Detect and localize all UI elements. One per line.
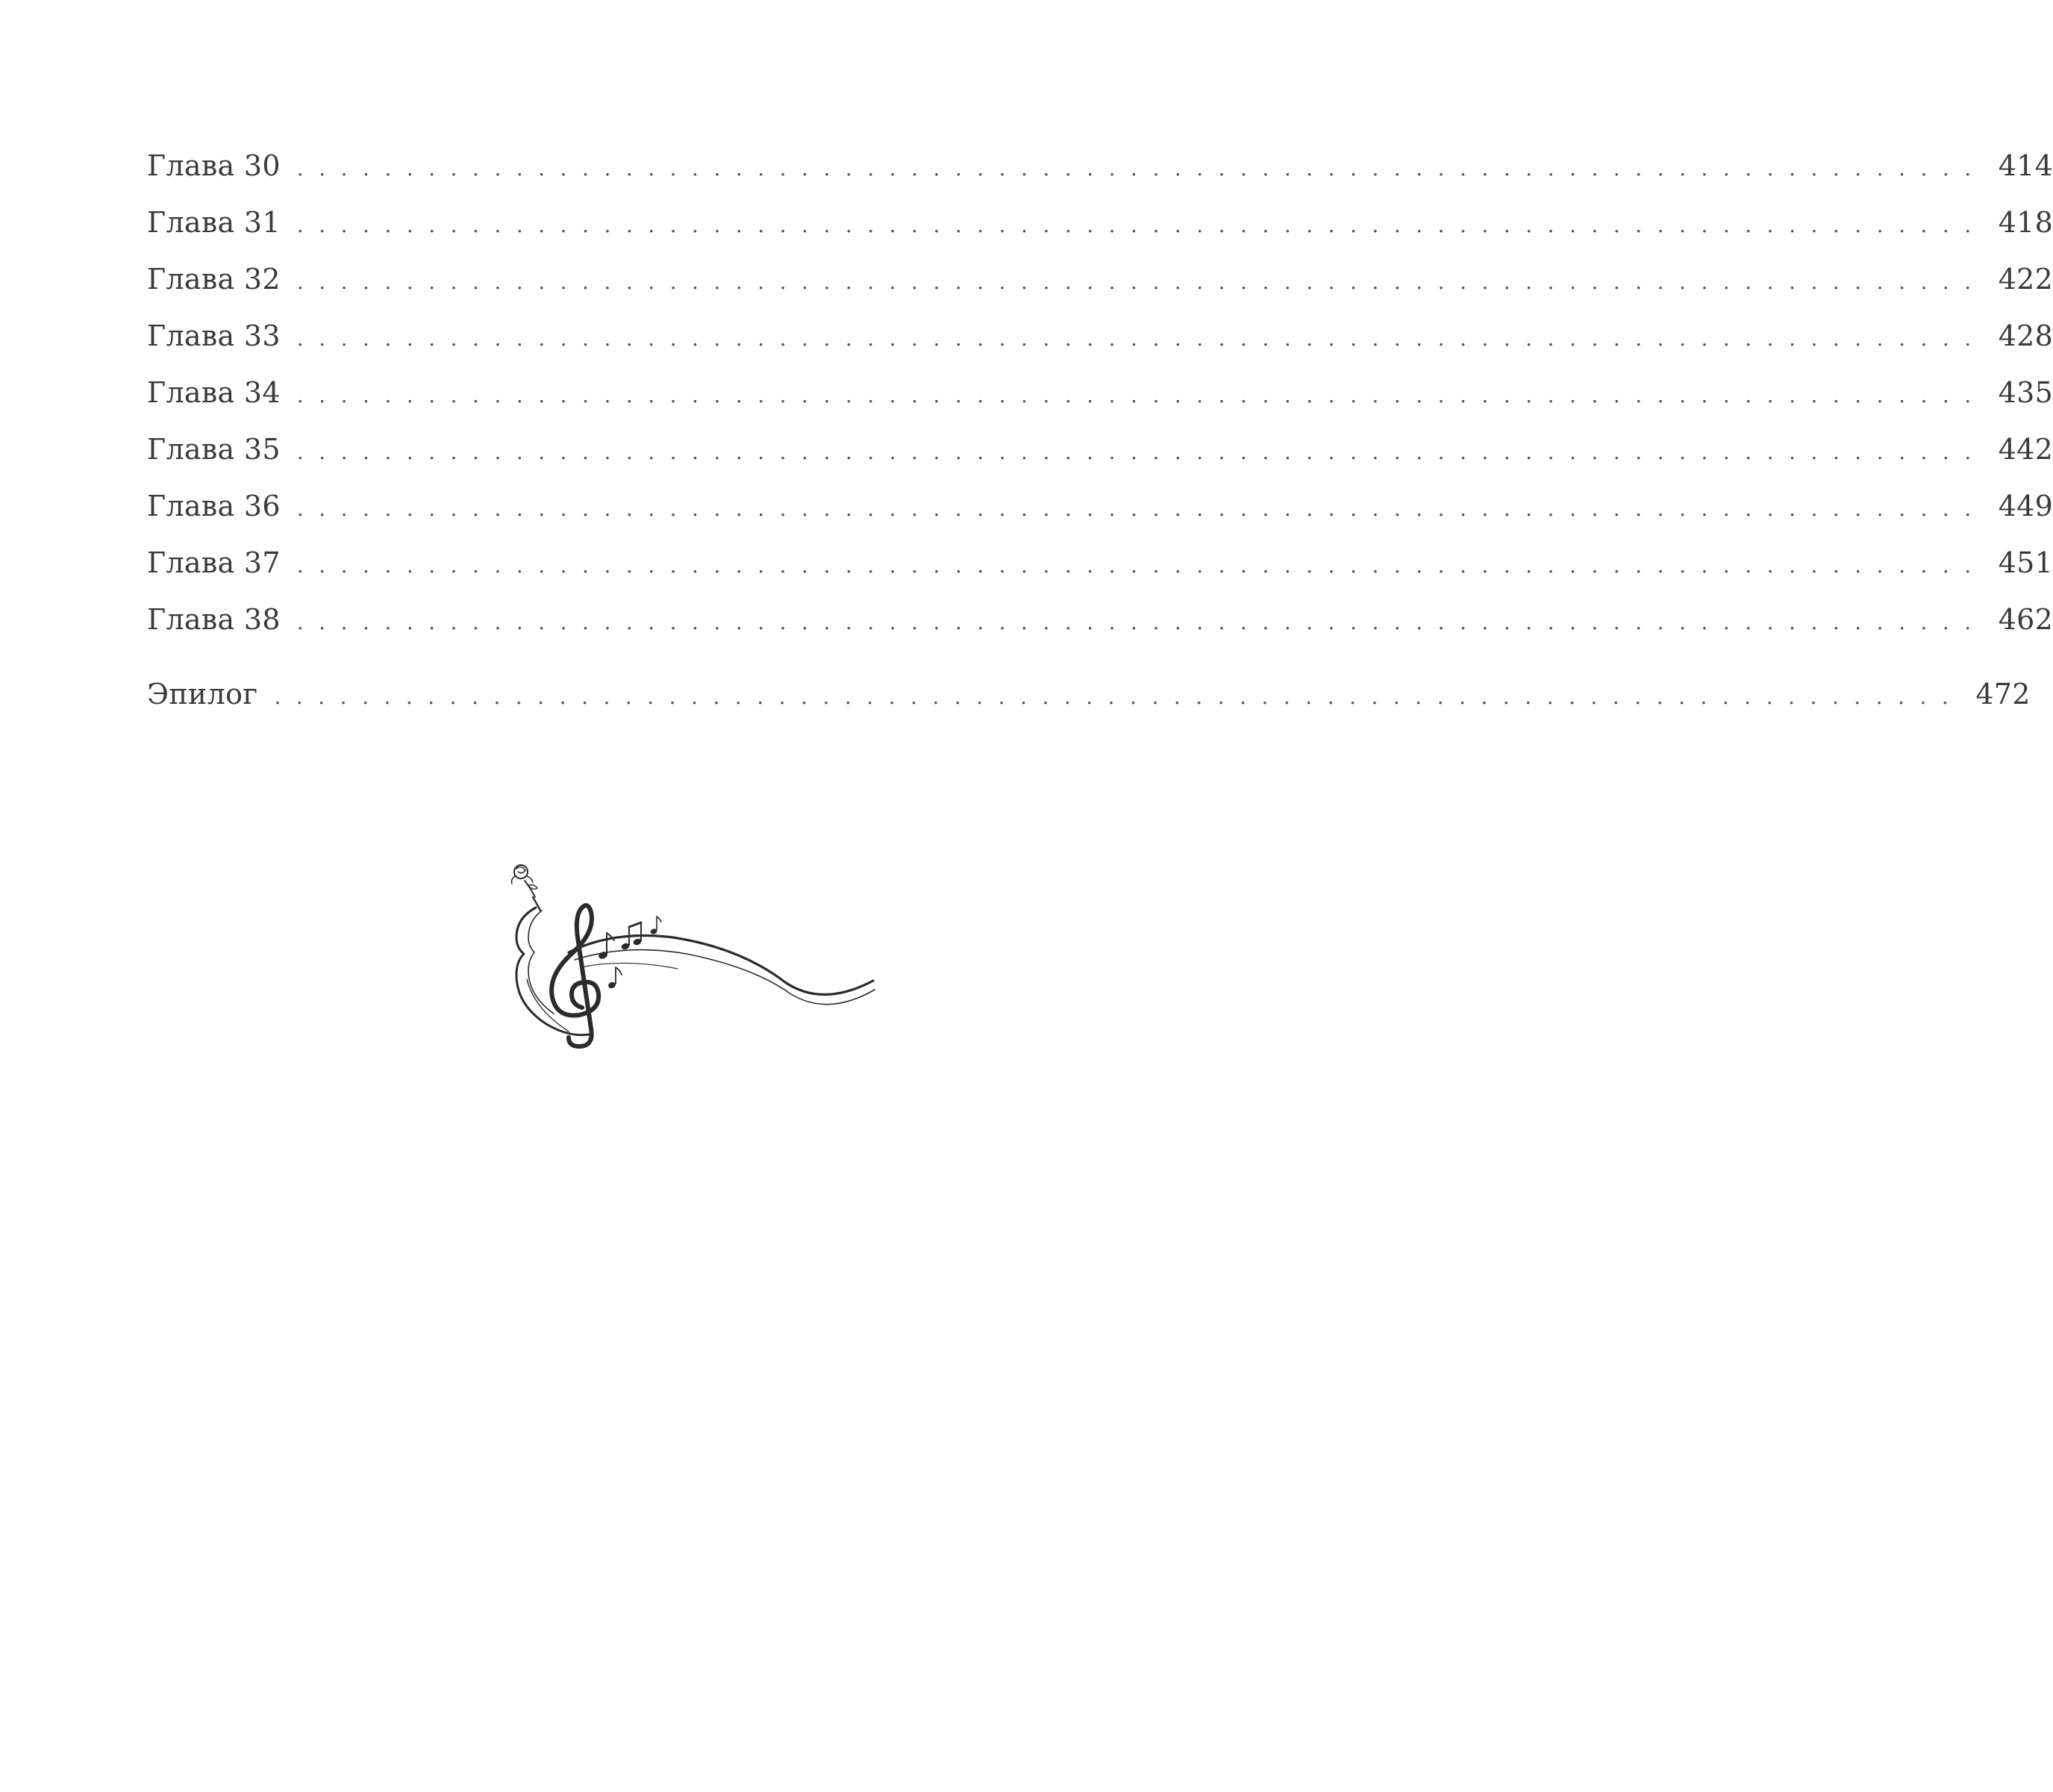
toc-entry-label: Глава 31 bbox=[147, 206, 281, 239]
toc-entry-label: Глава 34 bbox=[147, 376, 281, 409]
toc-entry-chapter-35[interactable] bbox=[147, 433, 2053, 490]
violin-treble-clef-ornament-icon bbox=[500, 858, 888, 1060]
toc-entry-label: Глава 33 bbox=[147, 319, 281, 352]
toc-entry-page: 442 bbox=[1998, 433, 2053, 466]
toc-entry-chapter-37[interactable] bbox=[147, 546, 2053, 603]
dot-leader: ............................................................................. bbox=[296, 213, 1987, 237]
dot-leader: ............................................................................. bbox=[296, 156, 1987, 181]
toc-entry-page: 435 bbox=[1998, 376, 2053, 409]
toc-entry-chapter-34[interactable] bbox=[147, 376, 2053, 433]
toc-entry-page: 472 bbox=[1975, 678, 2031, 711]
dot-leader: ............................................................................. bbox=[296, 496, 1987, 521]
rose-icon bbox=[512, 865, 538, 897]
toc-entry-page: 428 bbox=[1998, 319, 2053, 352]
dot-leader: ............................................................................. bbox=[296, 610, 1987, 634]
toc-entry-page: 451 bbox=[1998, 546, 2053, 579]
toc-entry-chapter-31[interactable] bbox=[147, 206, 2053, 263]
toc-entry-epilogue[interactable] bbox=[147, 678, 2031, 734]
table-of-contents bbox=[147, 149, 2053, 734]
dot-leader: ............................................................................. bbox=[296, 269, 1987, 294]
toc-entry-label: Глава 30 bbox=[147, 149, 281, 182]
toc-entry-page: 414 bbox=[1998, 149, 2053, 182]
ribbon-swirl-icon bbox=[569, 936, 875, 1005]
toc-entry-label: Глава 37 bbox=[147, 546, 281, 579]
toc-entry-page: 418 bbox=[1998, 206, 2053, 239]
dot-leader: ............................................................................. bbox=[296, 440, 1987, 464]
toc-entry-chapter-32[interactable] bbox=[147, 263, 2053, 319]
toc-entry-chapter-38[interactable] bbox=[147, 603, 2053, 660]
toc-entry-label: Глава 32 bbox=[147, 263, 281, 296]
dot-leader: ............................................................................. bbox=[296, 553, 1987, 578]
toc-entry-label: Эпилог bbox=[147, 678, 258, 711]
toc-entry-page: 422 bbox=[1998, 263, 2053, 296]
dot-leader: ............................................................................. bbox=[296, 326, 1987, 351]
toc-entry-chapter-30[interactable] bbox=[147, 149, 2053, 206]
toc-entry-chapter-36[interactable] bbox=[147, 490, 2053, 546]
toc-entry-page: 462 bbox=[1998, 603, 2053, 636]
dot-leader: ............................................................................. bbox=[296, 383, 1987, 408]
toc-entry-chapter-33[interactable] bbox=[147, 319, 2053, 376]
toc-entry-label: Глава 38 bbox=[147, 603, 281, 636]
treble-clef-icon bbox=[551, 905, 599, 1046]
toc-entry-page: 449 bbox=[1998, 490, 2053, 522]
dot-leader: ............................................................................. bbox=[274, 684, 1964, 709]
toc-entry-label: Глава 36 bbox=[147, 490, 281, 522]
toc-entry-label: Глава 35 bbox=[147, 433, 281, 466]
